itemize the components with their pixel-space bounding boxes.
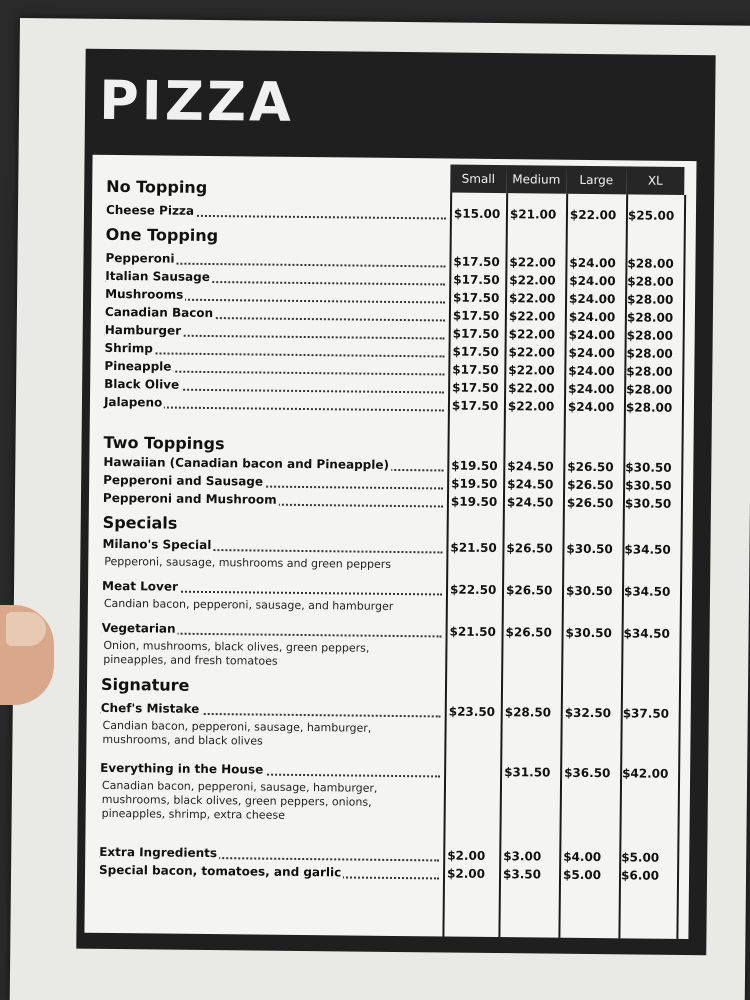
price-xl: $25.00 bbox=[627, 208, 675, 223]
price-xl: $28.00 bbox=[627, 274, 674, 289]
price-small: $17.50 bbox=[451, 398, 499, 414]
price-xl: $28.00 bbox=[626, 310, 674, 325]
item-name: Canadian Bacon bbox=[104, 304, 214, 321]
item-name: Shrimp bbox=[104, 340, 153, 356]
price-xl: $37.50 bbox=[622, 706, 670, 721]
price-xl: $28.00 bbox=[625, 400, 673, 415]
price-medium: $21.00 bbox=[509, 207, 557, 222]
price-medium: $28.50 bbox=[504, 705, 552, 720]
price-medium: $22.00 bbox=[509, 273, 556, 288]
item-name: Pepperoni bbox=[105, 250, 175, 266]
size-header-large: Large bbox=[566, 166, 626, 195]
price-small: $17.50 bbox=[453, 290, 500, 306]
item-description: Onion, mushrooms, black olives, green peppers, pineapples, and fresh tomatoes bbox=[103, 638, 370, 668]
price-small: $21.50 bbox=[450, 540, 497, 556]
page-title: PIZZA bbox=[98, 68, 295, 134]
item-description: Candian bacon, pepperoni, sausage, and hamburger bbox=[103, 596, 394, 613]
price-large: $24.00 bbox=[569, 291, 616, 307]
price-large: $36.50 bbox=[564, 765, 611, 781]
price-medium: $26.50 bbox=[506, 541, 553, 556]
price-large: $24.00 bbox=[568, 309, 616, 325]
price-medium: $3.00 bbox=[503, 849, 542, 864]
item-name: Everything in the House bbox=[100, 760, 264, 777]
section-heading: Signature bbox=[100, 674, 190, 695]
section-heading: Specials bbox=[102, 512, 178, 533]
price-xl: $34.50 bbox=[624, 542, 671, 557]
price-large: $30.50 bbox=[565, 625, 612, 641]
price-medium: $22.00 bbox=[508, 381, 555, 396]
item-description: Pepperoni, sausage, mushrooms and green peppers bbox=[104, 554, 392, 571]
price-large: $26.50 bbox=[566, 495, 614, 511]
price-xl: $6.00 bbox=[620, 868, 660, 883]
item-name: Milano's Special bbox=[102, 536, 212, 553]
price-medium: $22.00 bbox=[509, 291, 556, 306]
price-xl: $30.50 bbox=[625, 460, 672, 475]
price-large: $22.00 bbox=[569, 207, 617, 223]
section-heading: No Topping bbox=[106, 176, 208, 197]
item-name: Meat Lover bbox=[101, 578, 179, 594]
price-medium: $31.50 bbox=[504, 765, 551, 780]
item-name: Hamburger bbox=[104, 322, 182, 338]
price-xl: $42.00 bbox=[622, 766, 669, 781]
price-large: $24.00 bbox=[568, 363, 615, 379]
price-large: $24.00 bbox=[567, 399, 615, 415]
item-name: Mushrooms bbox=[105, 286, 184, 302]
price-large: $24.00 bbox=[569, 273, 616, 289]
item-name: Hawaiian (Canadian bacon and Pineapple) bbox=[103, 454, 390, 472]
price-large: $32.50 bbox=[564, 705, 612, 721]
item-name: Jalapeno bbox=[103, 394, 163, 410]
menu-sheet bbox=[10, 18, 750, 1000]
price-large: $26.50 bbox=[567, 477, 614, 493]
item-name: Black Olive bbox=[104, 376, 180, 392]
price-xl: $30.50 bbox=[625, 478, 672, 493]
item-name: Vegetarian bbox=[101, 620, 176, 636]
price-large: $30.50 bbox=[565, 583, 613, 599]
section-heading: Two Toppings bbox=[103, 432, 225, 454]
price-large: $24.00 bbox=[569, 255, 616, 271]
price-small: $17.50 bbox=[452, 380, 499, 396]
price-small: $22.50 bbox=[449, 582, 497, 598]
price-xl: $34.50 bbox=[623, 584, 671, 599]
size-header-medium: Medium bbox=[506, 165, 566, 194]
item-name: Pepperoni and Mushroom bbox=[102, 490, 277, 507]
price-medium: $24.50 bbox=[507, 459, 554, 474]
menu-frame bbox=[76, 49, 715, 956]
section-heading: One Topping bbox=[105, 224, 219, 246]
price-xl: $5.00 bbox=[621, 850, 660, 865]
item-name: Cheese Pizza bbox=[105, 202, 195, 218]
item-name: Special bacon, tomatoes, and garlic bbox=[99, 862, 342, 880]
item-description: Canadian bacon, pepperoni, sausage, hamburger, mushrooms, black olives, green peppers, onions, pineapples, shrimp, extra cheese bbox=[101, 778, 378, 822]
fingernail bbox=[6, 612, 46, 646]
price-small: $17.50 bbox=[452, 308, 500, 324]
price-xl: $28.00 bbox=[627, 292, 674, 307]
price-xl: $34.50 bbox=[623, 626, 670, 641]
price-xl: $28.00 bbox=[626, 346, 673, 361]
price-medium: $22.00 bbox=[508, 345, 555, 360]
price-large: $24.00 bbox=[568, 345, 615, 361]
price-large: $4.00 bbox=[563, 849, 602, 865]
price-small: $17.50 bbox=[452, 326, 500, 342]
menu-panel bbox=[84, 155, 696, 939]
price-xl: $30.50 bbox=[624, 496, 672, 511]
size-header-small: Small bbox=[450, 165, 506, 194]
price-medium: $22.00 bbox=[508, 309, 556, 324]
price-small: $17.50 bbox=[452, 344, 499, 360]
price-medium: $26.50 bbox=[505, 625, 552, 640]
price-small: $17.50 bbox=[453, 272, 500, 288]
price-xl: $28.00 bbox=[626, 328, 674, 343]
price-small: $17.50 bbox=[453, 254, 500, 270]
price-medium: $26.50 bbox=[505, 583, 553, 598]
price-medium: $24.50 bbox=[507, 477, 554, 492]
price-xl: $28.00 bbox=[627, 256, 674, 271]
price-large: $24.00 bbox=[568, 327, 616, 343]
item-name: Pepperoni and Sausage bbox=[103, 472, 264, 489]
price-small: $15.00 bbox=[453, 206, 501, 222]
price-small: $23.50 bbox=[448, 704, 496, 720]
price-small: $19.50 bbox=[450, 494, 498, 510]
price-medium: $22.00 bbox=[509, 255, 556, 270]
price-small: $21.50 bbox=[449, 624, 496, 640]
price-large: $30.50 bbox=[566, 541, 613, 557]
size-header-xl: XL bbox=[626, 166, 684, 195]
price-large: $26.50 bbox=[567, 459, 614, 475]
item-name: Italian Sausage bbox=[105, 268, 210, 285]
price-large: $24.00 bbox=[568, 381, 615, 397]
price-xl: $28.00 bbox=[626, 382, 673, 397]
item-name: Extra Ingredients bbox=[99, 844, 218, 861]
price-small: $19.50 bbox=[451, 476, 498, 492]
item-name: Chef's Mistake bbox=[100, 700, 200, 716]
price-medium: $3.50 bbox=[502, 867, 542, 882]
price-medium: $22.00 bbox=[507, 399, 555, 414]
price-xl: $28.00 bbox=[626, 364, 673, 379]
price-small: $2.00 bbox=[446, 866, 486, 881]
price-medium: $22.00 bbox=[508, 363, 555, 378]
price-large: $5.00 bbox=[562, 867, 602, 883]
price-medium: $24.50 bbox=[506, 495, 554, 510]
leader-dots bbox=[104, 352, 444, 358]
item-name: Pineapple bbox=[104, 358, 172, 374]
item-description: Candian bacon, pepperoni, sausage, hamburger, mushrooms, and black olives bbox=[102, 718, 372, 748]
price-small: $19.50 bbox=[451, 458, 498, 474]
price-small: $17.50 bbox=[452, 362, 499, 378]
price-medium: $22.00 bbox=[508, 327, 556, 342]
price-small: $2.00 bbox=[447, 848, 486, 863]
